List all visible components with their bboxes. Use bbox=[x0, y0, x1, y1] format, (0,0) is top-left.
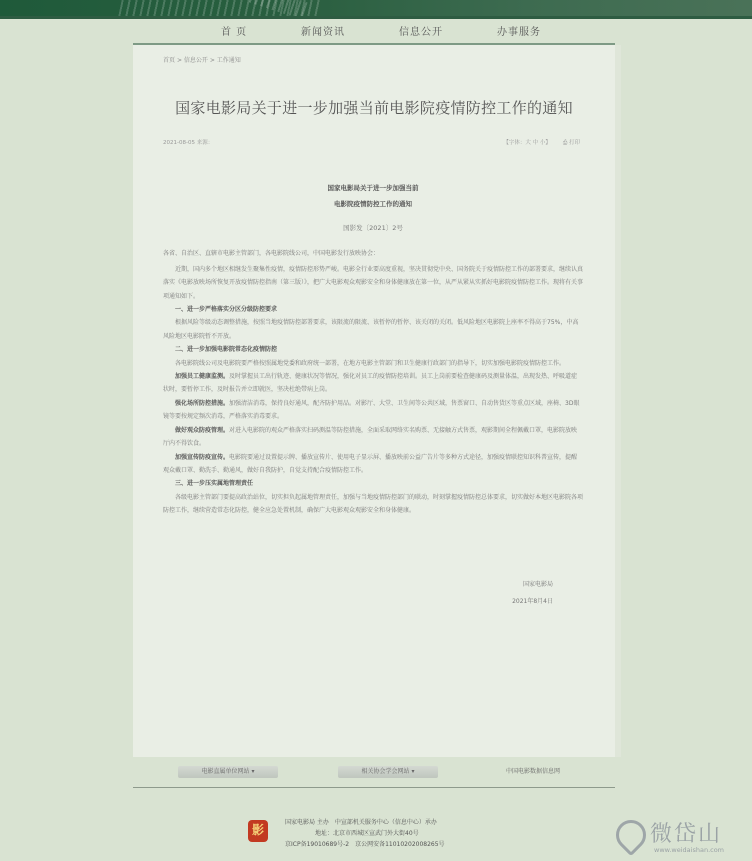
watermark: 微岱山 www.weidaishan.com bbox=[610, 815, 750, 860]
doc-title-line2: 电影院疫情防控工作的通知 bbox=[334, 200, 412, 208]
footer-link-film-data[interactable]: 中国电影数据信息网 bbox=[505, 768, 560, 775]
content-panel bbox=[133, 45, 615, 757]
footer-address: 地址：北京市西城区宣武门外大街40号 bbox=[315, 830, 419, 837]
addressee: 各省、自治区、直辖市电影主管部门，各电影院线公司，中国电影发行放映协会： bbox=[163, 250, 380, 258]
doc-number: 国影发〔2021〕2号 bbox=[343, 224, 403, 232]
footer-icp[interactable]: 京ICP备19010689号-2 京公网安备11010202008265号 bbox=[285, 841, 445, 848]
item-publicity: 加强宣传防疫宣传。电影院要通过设置提示牌、播放宣传片、使用电子显示屏、播放映前公益广告片等多种方式途径，加强疫情联控知识科普宣传，提醒观众戴口罩、勤洗手、勤通风，做好自我防护，自觉支持配合疫情防控工作。 bbox=[163, 453, 578, 474]
breadcrumb: 首页 > 信息公开 > 工作通知 bbox=[163, 57, 241, 64]
sign-date: 2021年8月4日 bbox=[512, 597, 553, 605]
section-1-heading: 一、进一步严格落实分区分级防控要求 bbox=[175, 306, 278, 314]
watermark-logo-icon bbox=[610, 814, 652, 856]
doc-title-line1: 国家电影局关于进一步加强当前 bbox=[327, 184, 419, 192]
nav-services[interactable]: 办事服务 bbox=[497, 27, 541, 38]
footer-sponsor: 国家电影局 主办 中宣部机关服务中心（信息中心）承办 bbox=[285, 819, 437, 826]
header-banner bbox=[0, 0, 752, 19]
section-1-body: 根据风险等级动态调整措施，按照当地疫情防控部署要求，该限流的限流、该暂停的暂停、该关闭的关闭。低风险地区电影院上座率不得高于75%，中高风险地区电影院暂不开放。 bbox=[163, 319, 579, 340]
footer-link-affiliated-sites[interactable]: 电影直属单位网站 ▾ bbox=[178, 766, 278, 778]
chevron-down-icon: ▾ bbox=[251, 768, 255, 775]
article-tools bbox=[503, 138, 580, 147]
main-nav bbox=[133, 19, 615, 45]
section-2-heading: 二、进一步加强电影院常态化疫情防控 bbox=[175, 346, 278, 354]
footer-links bbox=[133, 763, 615, 783]
font-size-control[interactable]: 【字体：大 中 小】 bbox=[503, 140, 551, 146]
print-button[interactable]: ⎙ 打印 bbox=[562, 140, 580, 146]
breadcrumb-info-public[interactable]: 信息公开 bbox=[183, 57, 208, 64]
item-audience-management: 做好观众防疫管理。对进入电影院的观众严格落实扫码测温等防控措施，全面采取网络实名购票、无接触方式售票，观影期间全程佩戴口罩，电影院放映厅内不得饮食。 bbox=[163, 426, 578, 448]
section-2-body: 各电影院线公司及电影院要严格按照属地党委和政府统一部署，在地方电影主管部门和卫生健康行政部门的指导下，切实加强电影院疫情防控工作。 bbox=[175, 359, 566, 367]
signer: 国家电影局 bbox=[522, 580, 553, 588]
intro-paragraph: 近期，国内多个地区相继发生聚集性疫情，疫情防控形势严峻。电影全行业要高度重视，坚决贯彻党中央、国务院关于疫情防控工作的部署要求，继续认真落实《电影放映场所恢复开放疫情防控指南（第三版）》，把广大电影观众观影安全和身体健康放在第一位，从严从紧从实抓好电影院疫情防控工作。现将有关事项通知如下。 bbox=[163, 265, 584, 300]
footer-link-association-sites[interactable]: 相关协会学会网站 ▾ bbox=[338, 766, 438, 778]
item-staff-health: 加强员工健康监测。及时掌握员工出行轨迹、健康状况等情况，强化对员工的疫情防控培训。员工上岗前要检查健康码及测量体温，出现发热、呼吸道症状时，要暂停工作，及时报告并立即就医，坚决杜绝带病上岗。 bbox=[163, 373, 578, 394]
article-date-source: 2021-08-05 来源： bbox=[163, 140, 214, 146]
section-3-heading: 三、进一步压实属地管理责任 bbox=[175, 480, 254, 488]
film-bureau-logo: 影 bbox=[248, 820, 268, 842]
breadcrumb-work-notice[interactable]: 工作通知 bbox=[216, 57, 241, 64]
nav-news[interactable]: 新闻资讯 bbox=[301, 27, 345, 38]
nav-home[interactable]: 首 页 bbox=[221, 27, 248, 38]
section-3-body: 各级电影主管部门要提高政治站位，切实担负起属地管理责任，加强与当地疫情防控部门的联动，时刻掌握疫情防控总体要求，切实做好本地区电影院各项防控工作，继续营造常态化防控，健全应急处置机制，确保广大电影观众观影安全和身体健康。 bbox=[163, 493, 584, 515]
item-venue-measures: 强化场所防控措施。加强清洁消毒，保持良好通风，配齐防护用品。对影厅、大堂、卫生间等公共区域，售票窗口、自动售货区等重点区域，座椅、3D眼镜等要按规定频次消毒，严格落实消毒要求。 bbox=[163, 399, 580, 421]
nav-info-public[interactable]: 信息公开 bbox=[399, 27, 443, 38]
signature-block bbox=[163, 576, 583, 610]
printer-icon: ⎙ bbox=[562, 140, 569, 146]
breadcrumb-home[interactable]: 首页 bbox=[163, 57, 176, 64]
chevron-down-icon: ▾ bbox=[411, 768, 415, 775]
page-title: 国家电影局关于进一步加强当前电影院疫情防控工作的通知 bbox=[175, 99, 573, 117]
document-body bbox=[163, 180, 583, 610]
footer-info bbox=[285, 817, 445, 850]
footer-divider bbox=[133, 787, 615, 788]
